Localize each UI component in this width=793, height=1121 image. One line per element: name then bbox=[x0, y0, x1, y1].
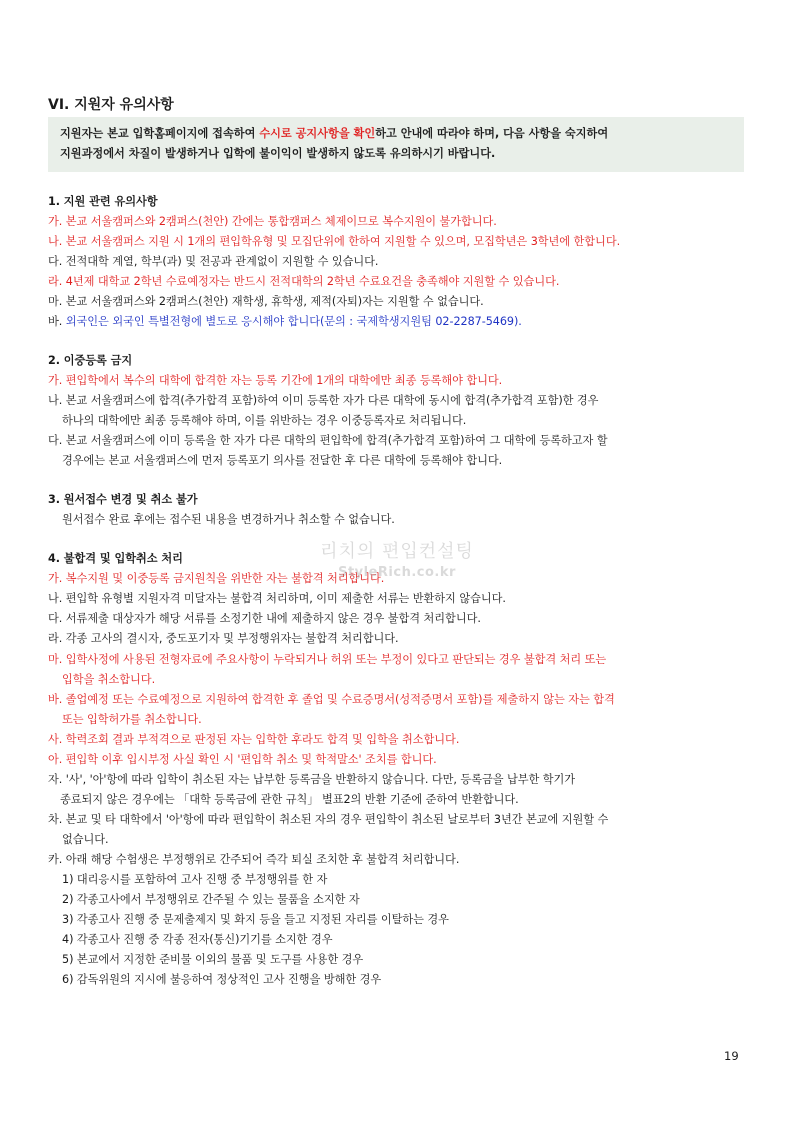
s4-item-na: 나. 편입학 유형별 지원자격 미달자는 불합격 처리하며, 이미 제출한 서류는 반환하지 않습니다. bbox=[48, 592, 506, 605]
s1-item-ga: 가. 본교 서울캠퍼스와 2캠퍼스(천안) 간에는 통합캠퍼스 체제이므로 복수지원이 불가합니다. bbox=[48, 215, 497, 228]
s3-title: 3. 원서접수 변경 및 취소 불가 bbox=[48, 493, 198, 506]
s4-item-ka: 카. 아래 해당 수험생은 부정행위로 간주되어 즉각 퇴실 조치한 후 불합격 처리합니다. bbox=[48, 853, 460, 866]
s4-item-da: 다. 서류제출 대상자가 해당 서류를 소정기한 내에 제출하지 않은 경우 불합격 처리합니다. bbox=[48, 612, 481, 625]
notice-highlight: 수시로 공지사항을 확인 bbox=[259, 127, 376, 140]
s4-item-a: 아. 편입학 이후 입시부정 사실 확인 시 '편입학 취소 및 학적말소' 조치를 합니다. bbox=[48, 753, 437, 766]
s4-item-ja: 자. '사', '아'항에 따라 입학이 취소된 자는 납부한 등록금을 반환하지 않습니다. 다만, 등록금을 납부한 학기가 bbox=[48, 773, 576, 786]
notice-line-2: 지원과정에서 차질이 발생하거나 입학에 불이익이 발생하지 않도록 유의하시기 바랍니다. bbox=[60, 147, 496, 160]
s1-title: 1. 지원 관련 유의사항 bbox=[48, 195, 158, 208]
s4-title: 4. 불합격 및 입학취소 처리 bbox=[48, 552, 183, 565]
watermark-line-2: StyleRich.co.kr bbox=[338, 565, 456, 580]
s1-item-ma: 마. 본교 서울캠퍼스와 2캠퍼스(천안) 재학생, 휴학생, 제적(자퇴)자는 지원할 수 없습니다. bbox=[48, 295, 484, 308]
s4-item-ga: 가. 복수지원 및 이중등록 금지원칙을 위반한 자는 불합격 처리합니다. bbox=[48, 572, 385, 585]
s1-item-da: 다. 전적대학 계열, 학부(과) 및 전공과 관계없이 지원할 수 있습니다. bbox=[48, 255, 379, 268]
s4-subitem-6: 6) 감독위원의 지시에 불응하여 정상적인 고사 진행을 방해한 경우 bbox=[62, 973, 382, 986]
s4-item-ba: 바. 졸업예정 또는 수료예정으로 지원하여 합격한 후 졸업 및 수료증명서(성적증명서 포함)를 제출하지 않는 자는 합격 bbox=[48, 693, 615, 706]
notice-line-1: 지원자는 본교 입학홈페이지에 접속하여 수시로 공지사항을 확인하고 안내에 따라야 하며, 다음 사항을 숙지하여 bbox=[60, 127, 609, 140]
s4-item-cha-cont: 없습니다. bbox=[62, 833, 109, 846]
s1-item-ba: 바. 외국인은 외국인 특별전형에 별도로 응시해야 합니다(문의 : 국제학생지원팀 02-2287-5469). bbox=[48, 315, 522, 328]
s4-subitem-5: 5) 본교에서 지정한 준비물 이외의 물품 및 도구를 사용한 경우 bbox=[62, 953, 364, 966]
s3-body: 원서접수 완료 후에는 접수된 내용을 변경하거나 취소할 수 없습니다. bbox=[62, 513, 395, 526]
s4-subitem-3: 3) 각종고사 진행 중 문제출제지 및 화지 등을 들고 지정된 자리를 이탈하는 경우 bbox=[62, 913, 449, 926]
s4-subitem-1: 1) 대리응시를 포함하여 고사 진행 중 부정행위를 한 자 bbox=[62, 873, 328, 886]
s4-item-cha: 차. 본교 및 타 대학에서 '아'항에 따라 편입학이 취소된 자의 경우 편입학이 취소된 날로부터 3년간 본교에 지원할 수 bbox=[48, 813, 609, 826]
s4-item-ba-cont: 또는 입학허가를 취소합니다. bbox=[62, 713, 202, 726]
s2-item-ga: 가. 편입학에서 복수의 대학에 합격한 자는 등록 기간에 1개의 대학에만 최종 등록해야 합니다. bbox=[48, 374, 503, 387]
s2-item-da-cont: 경우에는 본교 서울캠퍼스에 먼저 등록포기 의사를 전달한 후 다른 대학에 등록해야 합니다. bbox=[62, 454, 503, 467]
s4-item-sa: 사. 학력조회 결과 부적격으로 판정된 자는 입학한 후라도 합격 및 입학을 취소합니다. bbox=[48, 733, 460, 746]
s1-item-na: 나. 본교 서울캠퍼스 지원 시 1개의 편입학유형 및 모집단위에 한하여 지원할 수 있으며, 모집학년은 3학년에 한합니다. bbox=[48, 235, 621, 248]
s2-title: 2. 이중등록 금지 bbox=[48, 354, 133, 367]
s4-item-ma: 마. 입학사정에 사용된 전형자료에 주요사항이 누락되거나 허위 또는 부정이 있다고 판단되는 경우 불합격 처리 또는 bbox=[48, 653, 607, 666]
s4-item-ma-cont: 입학을 취소합니다. bbox=[62, 673, 156, 686]
notice-box bbox=[48, 117, 744, 172]
page-number: 19 bbox=[724, 1049, 739, 1063]
s1-item-ra: 라. 4년제 대학교 2학년 수료예정자는 반드시 전적대학의 2학년 수료요건을 충족해야 지원할 수 있습니다. bbox=[48, 275, 560, 288]
s4-item-ja-cont: 종료되지 않은 경우에는 「대학 등록금에 관한 규칙」 별표2의 반환 기준에 준하여 반환합니다. bbox=[60, 793, 519, 806]
s2-item-na-cont: 하나의 대학에만 최종 등록해야 하며, 이를 위반하는 경우 이중등록자로 처리됩니다. bbox=[62, 414, 467, 427]
section-title: VI. 지원자 유의사항 bbox=[48, 97, 174, 113]
s2-item-na: 나. 본교 서울캠퍼스에 합격(추가합격 포함)하여 이미 등록한 자가 다른 대학에 동시에 합격(추가합격 포함)한 경우 bbox=[48, 394, 599, 407]
s4-subitem-2: 2) 각종고사에서 부정행위로 간주될 수 있는 물품을 소지한 자 bbox=[62, 893, 360, 906]
s4-subitem-4: 4) 각종고사 진행 중 각종 전자(통신)기기를 소지한 경우 bbox=[62, 933, 333, 946]
watermark-line-1: 리치의 편입컨설팅 bbox=[320, 541, 474, 562]
s4-item-ra: 라. 각종 고사의 결시자, 중도포기자 및 부정행위자는 불합격 처리합니다. bbox=[48, 632, 399, 645]
s2-item-da: 다. 본교 서울캠퍼스에 이미 등록을 한 자가 다른 대학의 편입학에 합격(추가합격 포함)하여 그 대학에 등록하고자 할 bbox=[48, 434, 608, 447]
